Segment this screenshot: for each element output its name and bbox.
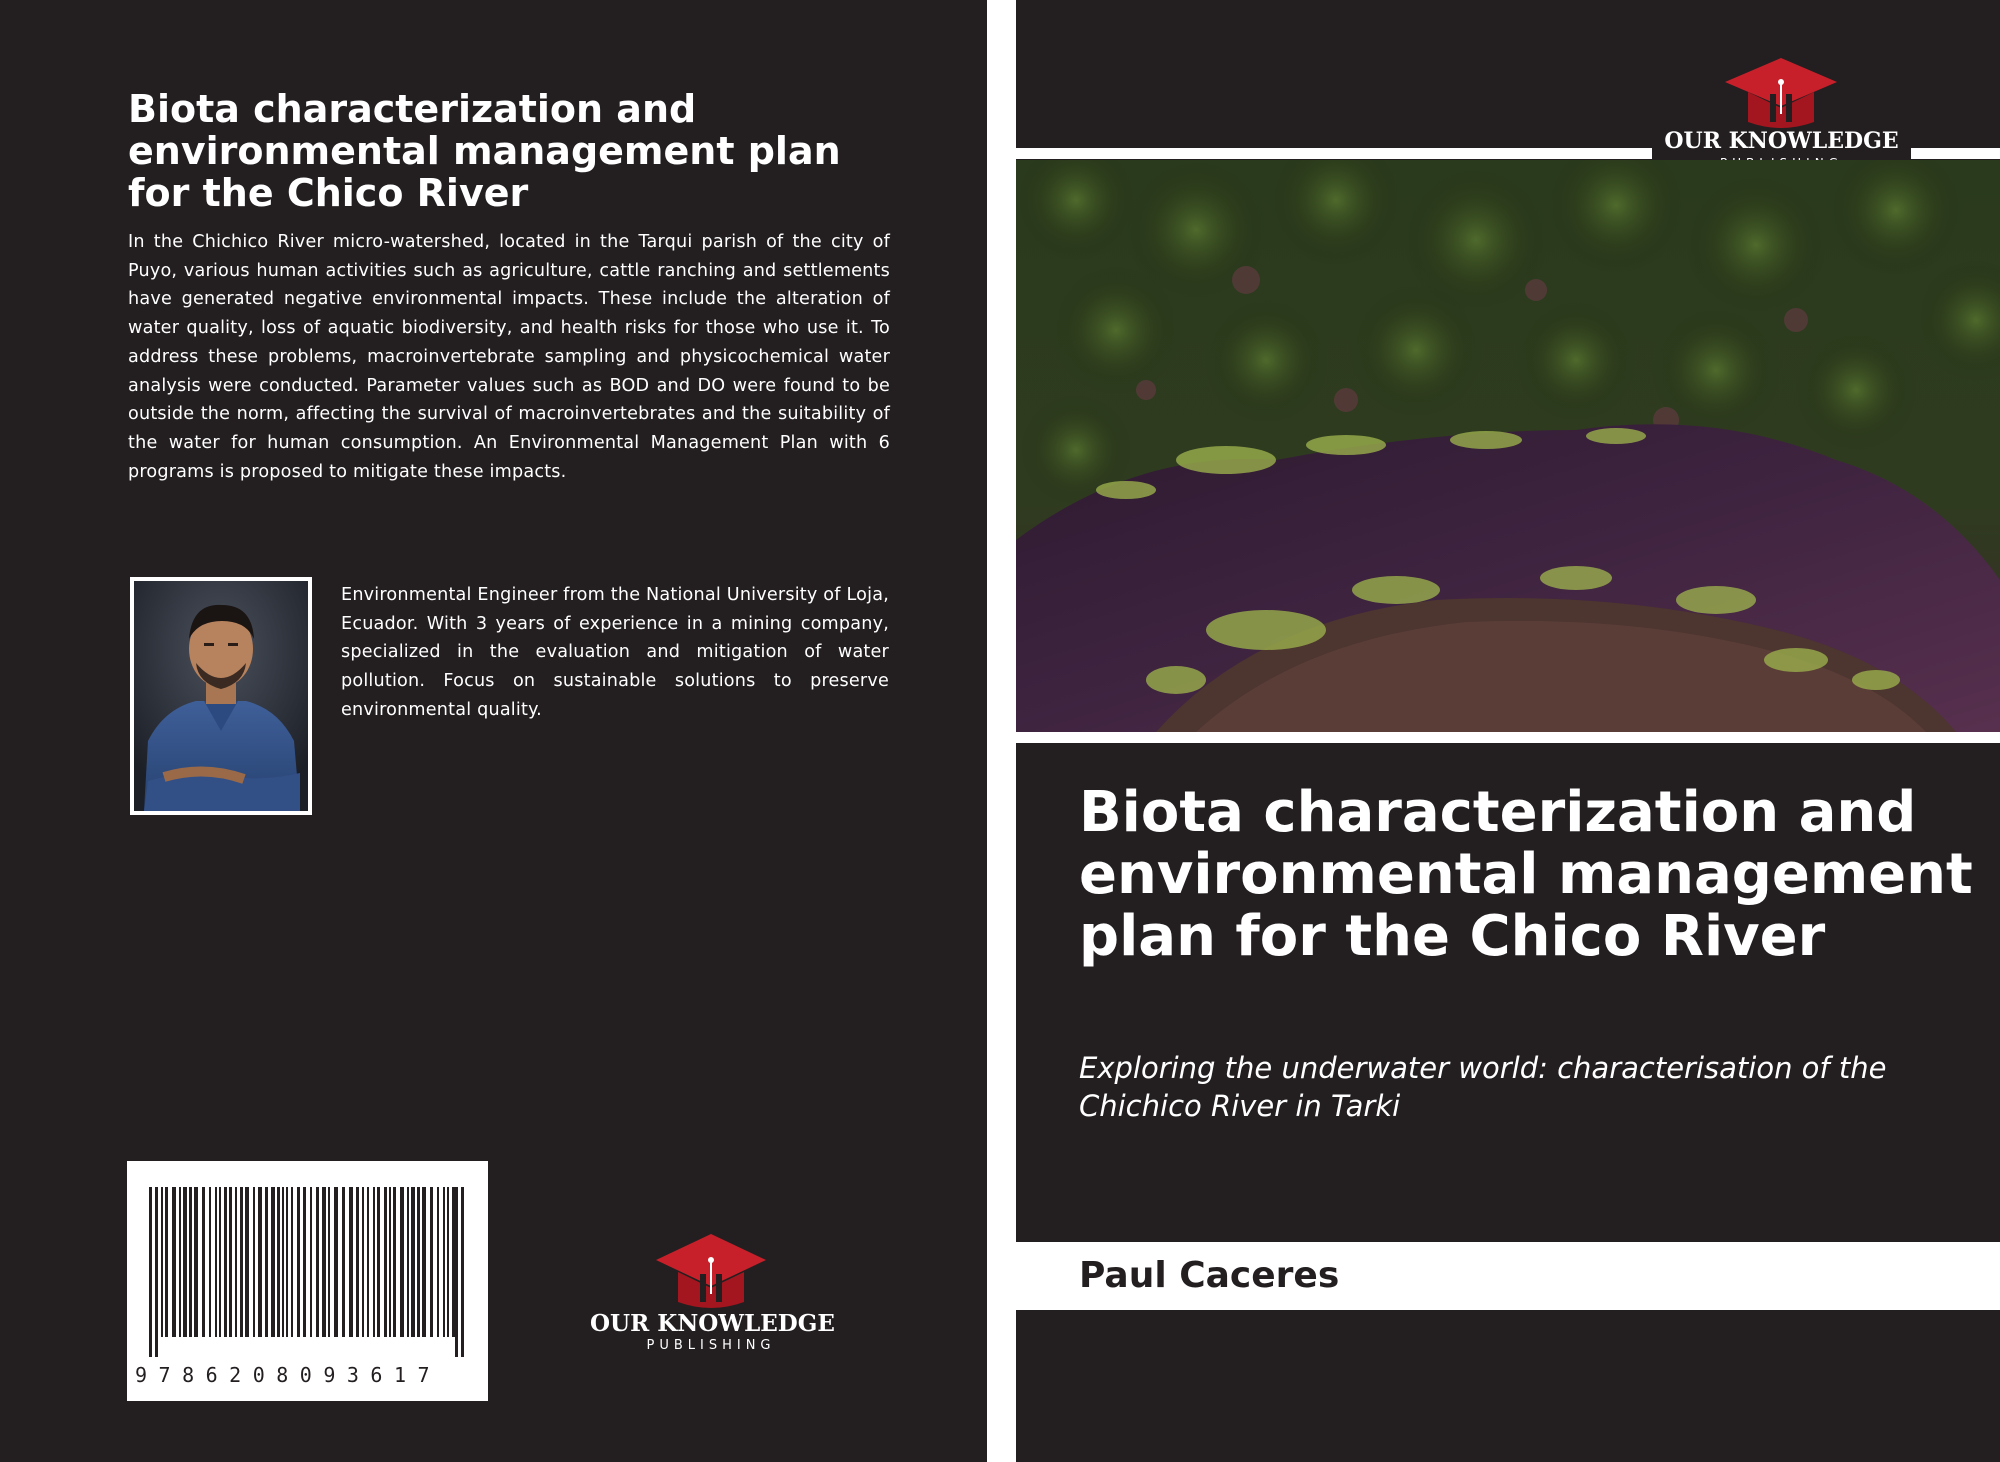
barcode-bar xyxy=(411,1187,415,1337)
spine-gap xyxy=(987,0,1016,1462)
barcode-bar xyxy=(271,1187,275,1337)
back-publisher-logo xyxy=(590,1230,835,1355)
barcode-bar xyxy=(316,1187,319,1337)
barcode-bar xyxy=(277,1187,280,1337)
barcode-bar xyxy=(455,1187,458,1357)
barcode-bar xyxy=(461,1187,464,1357)
back-logo-sub: PUBLISHING xyxy=(646,1338,776,1353)
barcode-bar xyxy=(189,1187,192,1337)
barcode-bar xyxy=(245,1187,249,1337)
barcode-bar xyxy=(430,1187,433,1337)
author-name: Paul Caceres xyxy=(1079,1255,1340,1296)
barcode-bar xyxy=(443,1187,445,1337)
back-cover-title: Biota characterization and environmental management plan for the Chico River xyxy=(128,87,841,215)
barcode-bar xyxy=(209,1187,211,1337)
barcode-bar xyxy=(356,1187,359,1337)
barcode-bar xyxy=(179,1187,181,1337)
barcode-bar xyxy=(437,1187,439,1337)
barcode-bar xyxy=(229,1187,232,1337)
barcode-bar xyxy=(334,1187,338,1337)
barcode-bar xyxy=(417,1187,420,1337)
back-logo-name: OUR KNOWLEDGE xyxy=(590,1310,835,1337)
barcode-bar xyxy=(202,1187,205,1337)
barcode-bar xyxy=(155,1187,158,1357)
front-cover-subtitle: Exploring the underwater world: characterisation of the Chichico River in Tarki xyxy=(1079,1051,1887,1123)
barcode-bar xyxy=(253,1187,255,1337)
barcode-bar xyxy=(224,1187,227,1337)
mortarboard-icon xyxy=(590,1230,832,1310)
barcode-bar xyxy=(393,1187,396,1337)
barcode-bar xyxy=(194,1187,198,1337)
barcode-bar xyxy=(172,1187,176,1337)
mortarboard-icon xyxy=(1652,52,1911,132)
isbn-barcode xyxy=(127,1161,488,1401)
barcode-bar xyxy=(240,1187,243,1337)
barcode-bar xyxy=(149,1187,152,1357)
barcode-bar xyxy=(258,1187,262,1337)
barcode-bar xyxy=(342,1187,345,1337)
barcode-bar xyxy=(219,1187,221,1337)
barcode-bar xyxy=(452,1187,455,1337)
barcode-bar xyxy=(282,1187,284,1337)
barcode-bar xyxy=(422,1187,426,1337)
barcode-bar xyxy=(362,1187,364,1337)
barcode-bar xyxy=(215,1187,217,1337)
barcode-bar xyxy=(291,1187,293,1337)
barcode-bar xyxy=(407,1187,409,1337)
top-rule-left xyxy=(1016,148,1652,159)
top-rule-right xyxy=(1911,148,2000,159)
barcode-bar xyxy=(328,1187,330,1337)
barcode-bar xyxy=(373,1187,375,1337)
front-cover-title: Biota characterization and environmental management plan for the Chico River xyxy=(1079,780,1973,969)
barcode-bar xyxy=(165,1187,168,1337)
barcode-bar xyxy=(297,1187,300,1337)
barcode-bar xyxy=(235,1187,237,1337)
author-bio: Environmental Engineer from the National University of Loja, Ecuador. With 3 years of experience in a mining company, specialized in the evaluation and mitigation of water pollution. Focus on sustainable solutions to preserve environmental quality. xyxy=(341,585,889,720)
barcode-bar xyxy=(322,1187,326,1337)
aerial-river-photo xyxy=(1016,160,2000,732)
back-cover-blurb: In the Chichico River micro-watershed, located in the Tarqui parish of the city of Puyo, various human activities such as agriculture, cattle ranching and settlements have generated negative environmental impacts. These include the alteration of water quality, loss of aquatic biodiversity, and health risks for those who use it. To address these problems, macroinvertebrate sampling and physicochemical water analysis were conducted. Parameter values such as BOD and DO were found to be outside the norm, affecting the survival of macroinvertebrates and the suitability of the water for human consumption. An Environmental Management Plan with 6 programs is proposed to mitigate these impacts. xyxy=(128,232,890,482)
isbn-number: 9786208093617 xyxy=(135,1363,442,1387)
barcode-bar xyxy=(183,1187,187,1337)
back-cover xyxy=(0,0,987,1462)
barcode-bar xyxy=(161,1187,163,1337)
barcode-bar xyxy=(286,1187,288,1337)
barcode-bar xyxy=(384,1187,387,1337)
barcode-bar xyxy=(303,1187,306,1337)
front-logo-name: OUR KNOWLEDGE xyxy=(1664,128,1899,154)
barcode-bar xyxy=(389,1187,391,1337)
barcode-bar xyxy=(265,1187,268,1337)
barcode-bar xyxy=(447,1187,449,1337)
barcode-bar xyxy=(349,1187,353,1337)
barcode-bar xyxy=(310,1187,312,1337)
barcode-bar xyxy=(377,1187,380,1337)
barcode-bar xyxy=(400,1187,404,1337)
author-photo xyxy=(130,577,312,815)
barcode-bar xyxy=(367,1187,369,1337)
photo-bottom-rule xyxy=(1016,732,2000,743)
